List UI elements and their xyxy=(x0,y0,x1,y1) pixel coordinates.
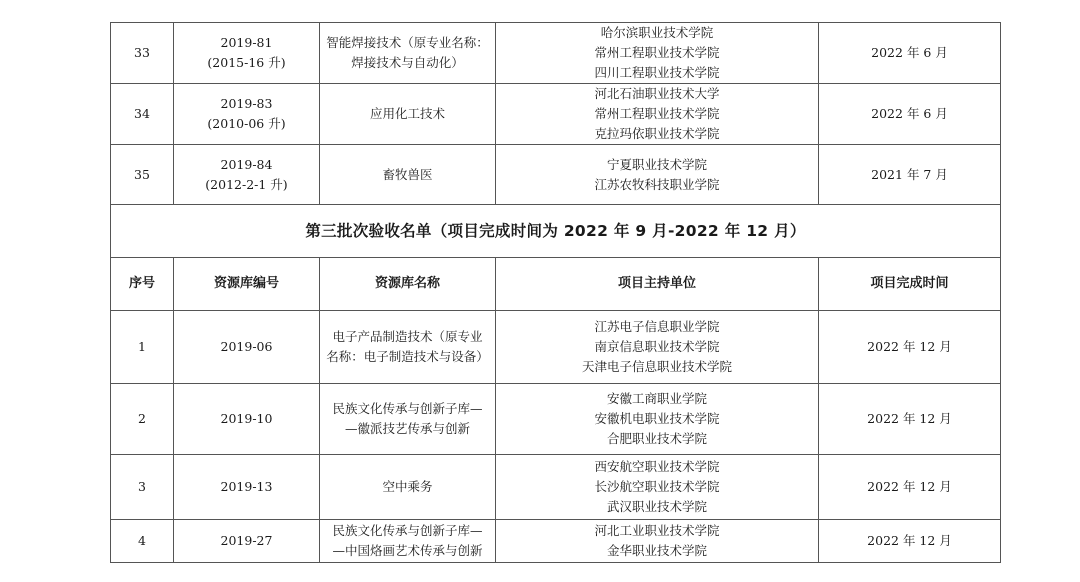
resource-code: 2019-27 xyxy=(174,520,320,563)
table-header-row xyxy=(111,258,1001,311)
header-host: 项目主持单位 xyxy=(496,258,819,311)
resource-name: 电子产品制造技术（原专业 名称：电子制造技术与设备） xyxy=(320,311,496,384)
header-name: 资源库名称 xyxy=(320,258,496,311)
resource-name: 民族文化传承与创新子库— —徽派技艺传承与创新 xyxy=(320,384,496,455)
resource-code: 2019-81 (2015-16 升) xyxy=(174,23,320,84)
row-number: 4 xyxy=(111,520,174,563)
header-code: 资源库编号 xyxy=(174,258,320,311)
row-number: 35 xyxy=(111,145,174,205)
acceptance-list-table xyxy=(110,22,1001,563)
host-institutions: 哈尔滨职业技术学院 常州工程职业技术学院 四川工程职业技术学院 xyxy=(496,23,819,84)
host-institutions: 西安航空职业技术学院 长沙航空职业技术学院 武汉职业技术学院 xyxy=(496,455,819,520)
section-title-row xyxy=(111,205,1001,258)
header-number: 序号 xyxy=(111,258,174,311)
resource-code: 2019-10 xyxy=(174,384,320,455)
table-row xyxy=(111,84,1001,145)
resource-code: 2019-83 (2010-06 升) xyxy=(174,84,320,145)
resource-name: 民族文化传承与创新子库— —中国烙画艺术传承与创新 xyxy=(320,520,496,563)
completion-time: 2022 年 6 月 xyxy=(819,23,1001,84)
table-row xyxy=(111,520,1001,563)
completion-time: 2022 年 12 月 xyxy=(819,520,1001,563)
resource-code: 2019-13 xyxy=(174,455,320,520)
completion-time: 2022 年 12 月 xyxy=(819,384,1001,455)
resource-code: 2019-06 xyxy=(174,311,320,384)
host-institutions: 安徽工商职业学院 安徽机电职业技术学院 合肥职业技术学院 xyxy=(496,384,819,455)
row-number: 1 xyxy=(111,311,174,384)
completion-time: 2022 年 12 月 xyxy=(819,311,1001,384)
host-institutions: 江苏电子信息职业学院 南京信息职业技术学院 天津电子信息职业技术学院 xyxy=(496,311,819,384)
table-row xyxy=(111,311,1001,384)
row-number: 33 xyxy=(111,23,174,84)
resource-name: 智能焊接技术（原专业名称： 焊接技术与自动化） xyxy=(320,23,496,84)
host-institutions: 河北工业职业技术学院 金华职业技术学院 xyxy=(496,520,819,563)
host-institutions: 河北石油职业技术大学 常州工程职业技术学院 克拉玛依职业技术学院 xyxy=(496,84,819,145)
completion-time: 2022 年 12 月 xyxy=(819,455,1001,520)
resource-name: 应用化工技术 xyxy=(320,84,496,145)
row-number: 3 xyxy=(111,455,174,520)
row-number: 2 xyxy=(111,384,174,455)
completion-time: 2022 年 6 月 xyxy=(819,84,1001,145)
completion-time: 2021 年 7 月 xyxy=(819,145,1001,205)
host-institutions: 宁夏职业技术学院 江苏农牧科技职业学院 xyxy=(496,145,819,205)
table-row xyxy=(111,455,1001,520)
table-row xyxy=(111,23,1001,84)
section-title: 第三批次验收名单（项目完成时间为 2022 年 9 月-2022 年 12 月） xyxy=(111,205,1001,258)
table-row xyxy=(111,384,1001,455)
resource-code: 2019-84 (2012-2-1 升) xyxy=(174,145,320,205)
resource-name: 畜牧兽医 xyxy=(320,145,496,205)
row-number: 34 xyxy=(111,84,174,145)
table-row xyxy=(111,145,1001,205)
resource-name: 空中乘务 xyxy=(320,455,496,520)
header-time: 项目完成时间 xyxy=(819,258,1001,311)
